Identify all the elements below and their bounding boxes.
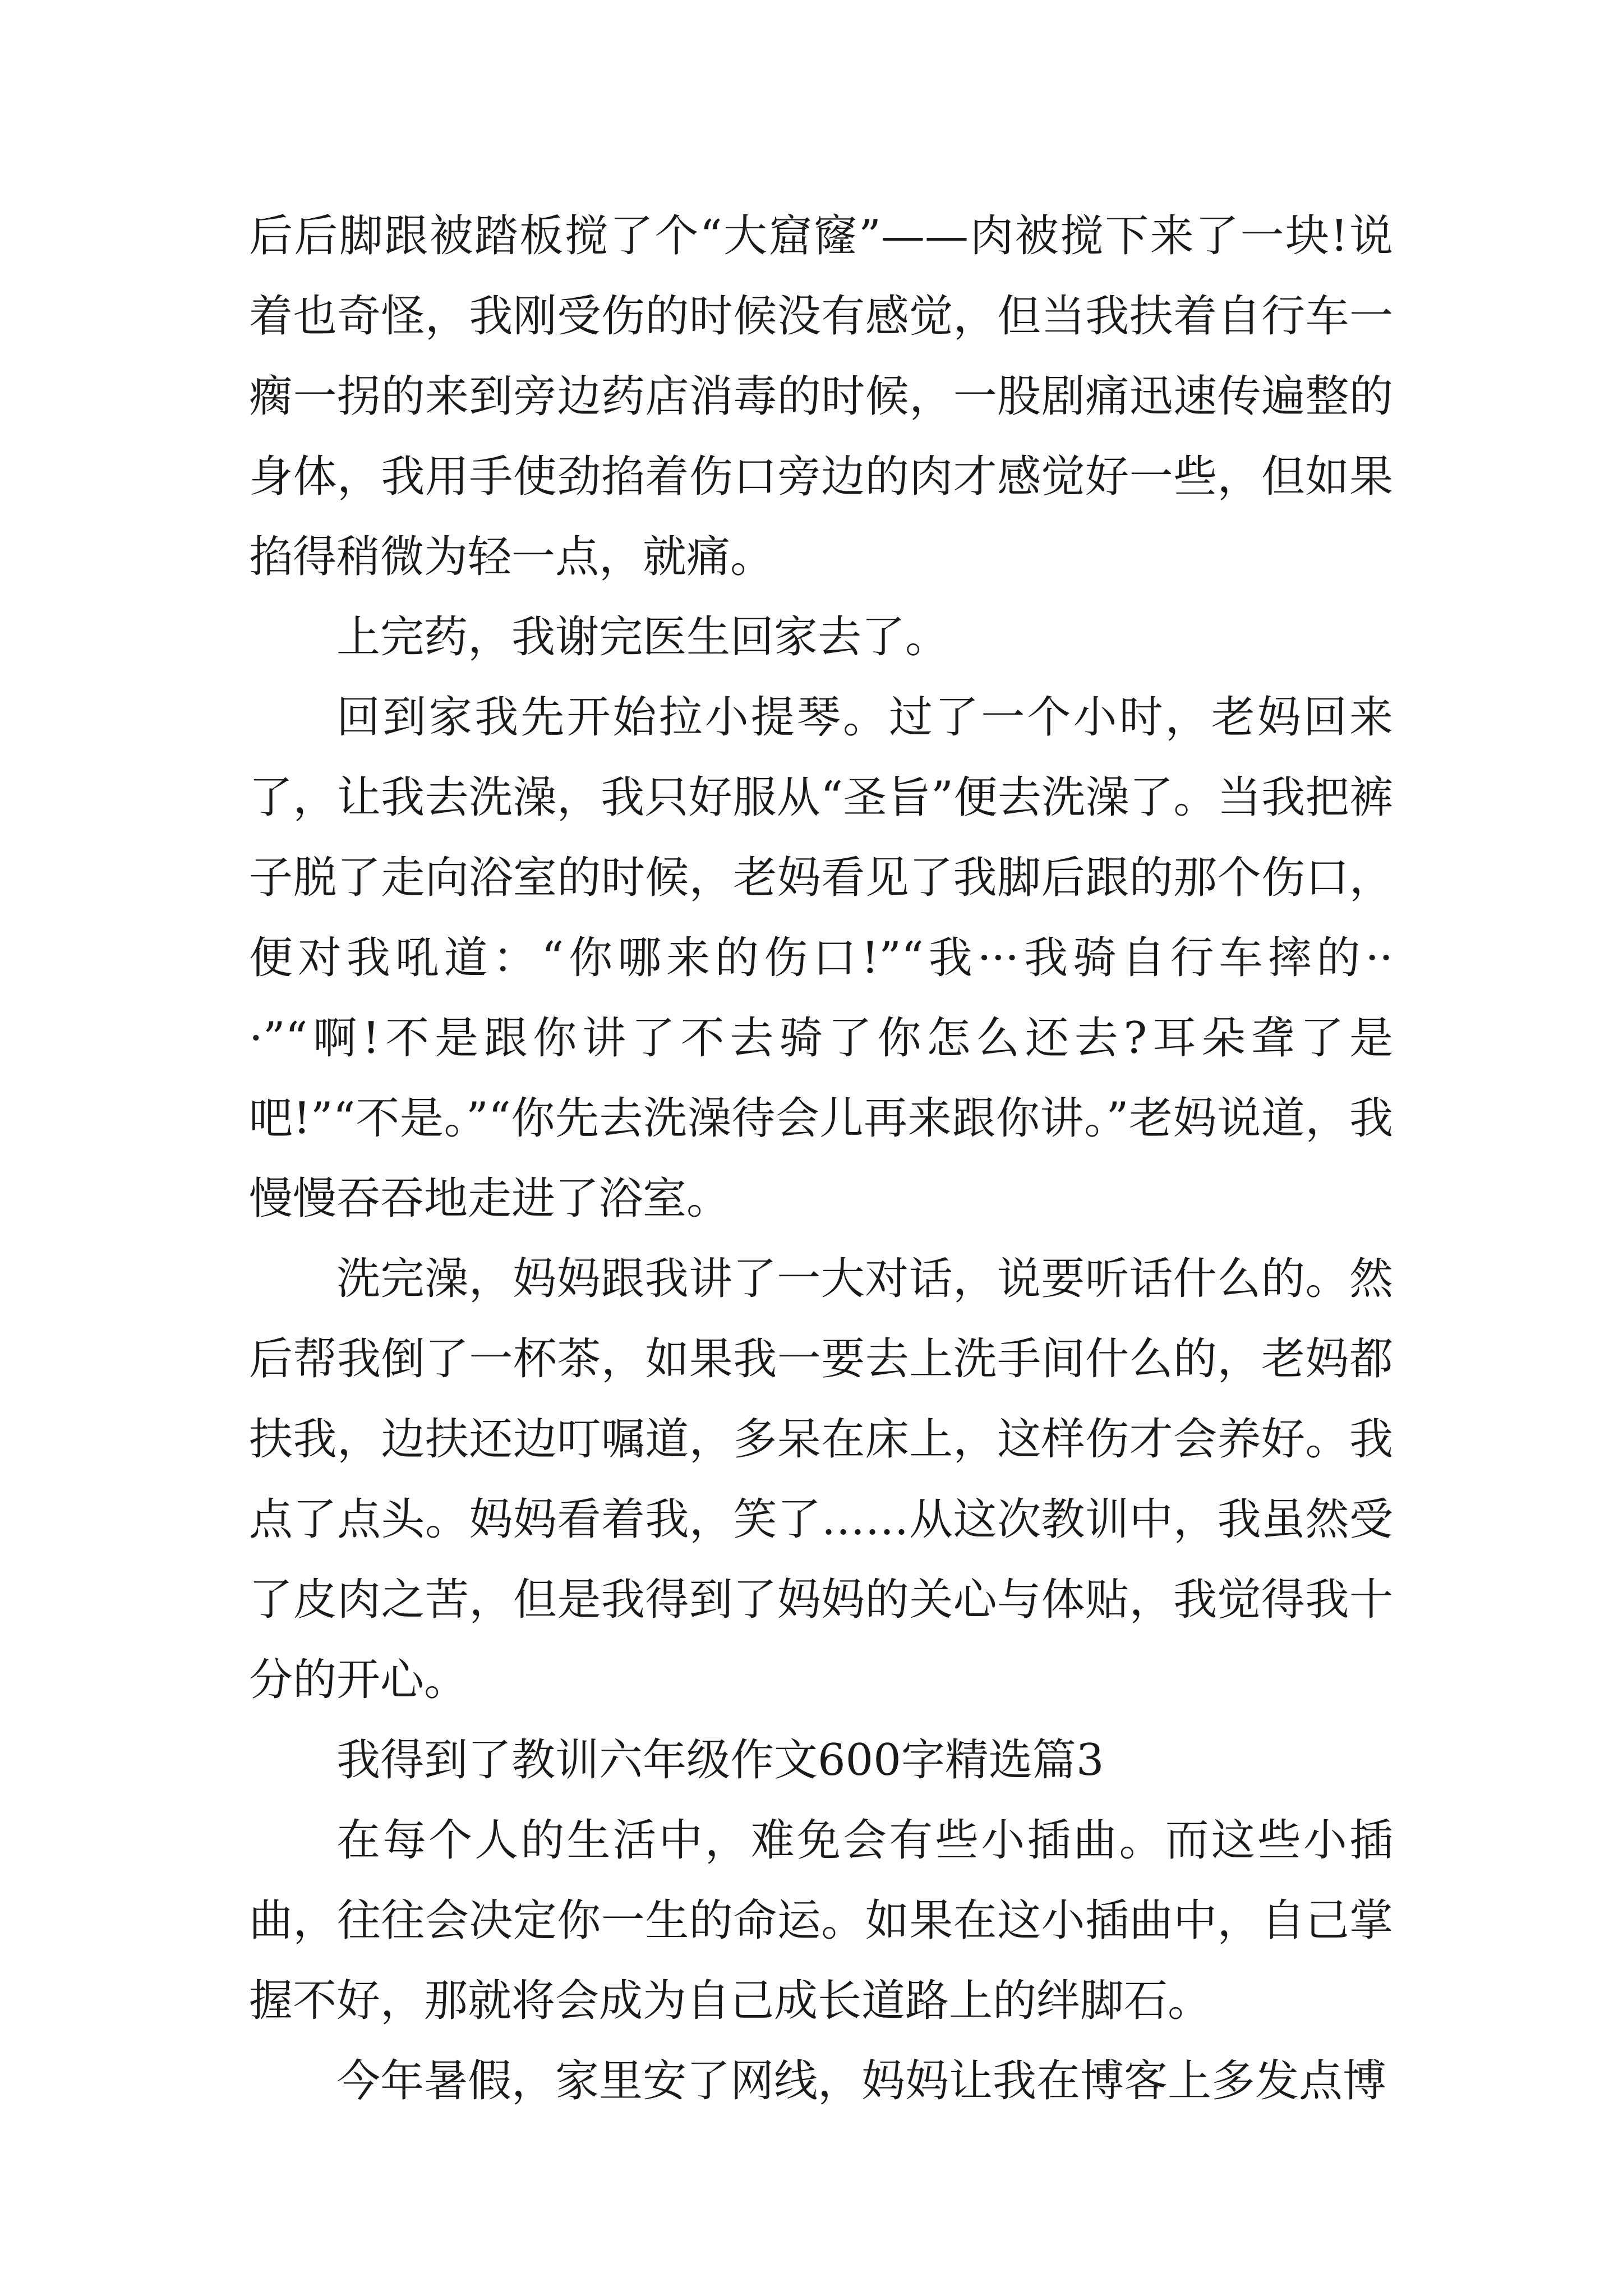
paragraph-6: 在每个人的生活中，难免会有些小插曲。而这些小插曲，往往会决定你一生的命运。如果在这小插曲中，自己掌握不好，那就将会成为自己成长道路上的绊脚石。 [249, 1815, 1393, 2026]
paragraph-1: 后后脚跟被踏板搅了个“大窟窿”——肉被搅下来了一块!说着也奇怪，我刚受伤的时候没有感觉，但当我扶着自行车一瘸一拐的来到旁边药店消毒的时候，一股剧痛迅速传遍整的身体，我用手使劲掐着伤口旁边的肉才感觉好一些，但如果掐得稍微为轻一点，就痛。 [249, 211, 1393, 582]
paragraph-7: 今年暑假，家里安了网线，妈妈让我在博客上多发点博 [336, 2056, 1387, 2106]
paragraph-4: 洗完澡，妈妈跟我讲了一大对话，说要听话什么的。然后帮我倒了一杯茶，如果我一要去上洗手间什么的，老妈都扶我，边扶还边叮嘱道，多呆在床上，这样伤才会养好。我点了点头。妈妈看着我，笑了……从这次教训中，我虽然受了皮肉之苦，但是我得到了妈妈的关心与体贴，我觉得我十分的开心。 [249, 1254, 1393, 1705]
paragraph-2: 上完药，我谢完医生回家去了。 [336, 612, 949, 662]
document-body [249, 196, 1393, 2122]
section-heading: 我得到了教训六年级作文600字精选篇3 [336, 1735, 1104, 1786]
paragraph-3: 回到家我先开始拉小提琴。过了一个小时，老妈回来了，让我去洗澡，我只好服从“圣旨”便去洗澡了。当我把裤子脱了走向浴室的时候，老妈看见了我脚后跟的那个伤口，便对我吼道：“你哪来的伤口!”“我···我骑自行车摔的···”“啊!不是跟你讲了不去骑了你怎么还去?耳朵聋了是吧!”“不是。”“你先去洗澡待会儿再来跟你讲。”老妈说道，我慢慢吞吞地走进了浴室。 [249, 692, 1393, 1224]
